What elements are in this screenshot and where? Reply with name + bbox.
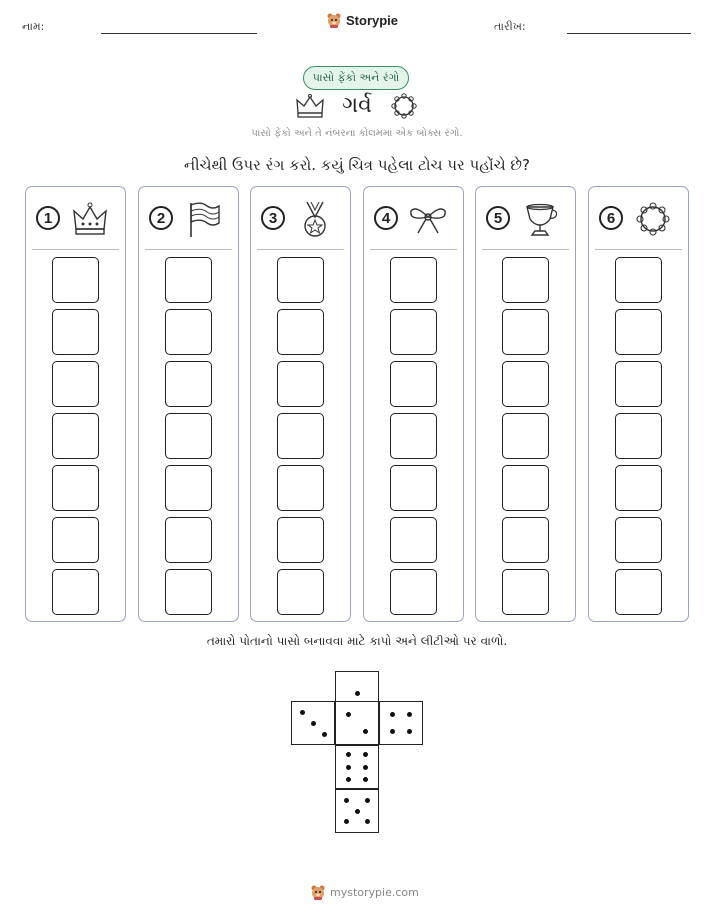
color-box[interactable] (615, 361, 662, 407)
crown-icon (70, 199, 110, 239)
footer (310, 884, 419, 900)
color-box[interactable] (165, 569, 212, 615)
color-box[interactable] (165, 465, 212, 511)
color-box[interactable] (165, 309, 212, 355)
color-box[interactable] (52, 257, 99, 303)
name-label: નામ: (22, 20, 45, 33)
color-box[interactable] (615, 309, 662, 355)
footer-url[interactable]: mystorypie.com (330, 885, 419, 899)
pip-dot (390, 729, 395, 734)
color-box[interactable] (165, 413, 212, 459)
die-face-6 (335, 745, 379, 789)
die-face-4 (379, 701, 423, 745)
pip-dot (346, 752, 351, 757)
color-box[interactable] (502, 257, 549, 303)
color-box[interactable] (277, 465, 324, 511)
color-box[interactable] (277, 517, 324, 563)
pip-dot (346, 712, 351, 717)
pip-dot (363, 729, 368, 734)
color-box[interactable] (615, 517, 662, 563)
color-box[interactable] (52, 309, 99, 355)
column-divider (145, 249, 232, 250)
column-number-badge: 4 (374, 206, 398, 230)
color-box[interactable] (390, 465, 437, 511)
column-divider (32, 249, 119, 250)
color-box[interactable] (165, 361, 212, 407)
color-box[interactable] (277, 569, 324, 615)
color-box[interactable] (277, 361, 324, 407)
color-box[interactable] (52, 465, 99, 511)
color-box[interactable] (615, 413, 662, 459)
bow-icon (408, 199, 448, 239)
medal-icon (295, 199, 335, 239)
pip-dot (365, 798, 370, 803)
page-title: ગર્વ (342, 93, 372, 118)
trophy-cup-icon (520, 199, 560, 239)
flag-icon (183, 199, 223, 239)
color-box[interactable] (615, 257, 662, 303)
column-2 (138, 186, 239, 622)
laurel-wreath-icon (390, 92, 418, 120)
color-box[interactable] (52, 361, 99, 407)
color-box[interactable] (390, 413, 437, 459)
pip-dot (363, 777, 368, 782)
pip-dot (365, 819, 370, 824)
pip-dot (355, 809, 360, 814)
bear-mascot-icon (326, 12, 342, 28)
color-box[interactable] (502, 465, 549, 511)
laurel-wreath-icon (633, 199, 673, 239)
color-box[interactable] (52, 413, 99, 459)
die-instruction: તમારો પોતાનો પાસો બનાવવા માટે કાપો અને લીટીઓ પર વાળો. (206, 634, 508, 648)
die-face-2 (335, 701, 379, 745)
column-divider (370, 249, 457, 250)
color-box[interactable] (52, 517, 99, 563)
pip-dot (322, 732, 327, 737)
pip-dot (407, 729, 412, 734)
pip-dot (344, 819, 349, 824)
color-box[interactable] (390, 517, 437, 563)
column-divider (257, 249, 344, 250)
pip-dot (311, 721, 316, 726)
die-face-5 (335, 789, 379, 833)
column-number-badge: 2 (149, 206, 173, 230)
column-6 (588, 186, 689, 622)
color-box[interactable] (615, 569, 662, 615)
color-box[interactable] (277, 413, 324, 459)
color-box[interactable] (165, 257, 212, 303)
color-box[interactable] (502, 517, 549, 563)
subtitle: પાસો ફેંકો અને તે નંબરના કોલમમાં એક બોક્સ રંગો. (251, 128, 463, 139)
column-number-badge: 3 (261, 206, 285, 230)
column-4 (363, 186, 464, 622)
question: નીચેથી ઉપર રંગ કરો. કયું ચિત્ર પહેલા ટોચ પર પહોંચે છે? (184, 156, 530, 174)
color-box[interactable] (390, 257, 437, 303)
die-face-3 (291, 701, 335, 745)
pip-dot (346, 765, 351, 770)
logo-text: Storypie (346, 12, 399, 28)
color-box[interactable] (502, 413, 549, 459)
color-box[interactable] (390, 361, 437, 407)
color-box[interactable] (502, 569, 549, 615)
pip-dot (363, 752, 368, 757)
column-divider (595, 249, 682, 250)
column-number-badge: 6 (599, 206, 623, 230)
column-1 (25, 186, 126, 622)
column-divider (482, 249, 569, 250)
pip-dot (344, 798, 349, 803)
pip-dot (355, 691, 360, 696)
column-3 (250, 186, 351, 622)
date-label: તારીખ: (494, 20, 526, 33)
color-box[interactable] (277, 257, 324, 303)
color-box[interactable] (502, 309, 549, 355)
pip-dot (390, 712, 395, 717)
column-number-badge: 1 (36, 206, 60, 230)
color-box[interactable] (390, 569, 437, 615)
bear-mascot-icon (310, 884, 326, 900)
color-box[interactable] (277, 309, 324, 355)
date-field-line[interactable] (567, 33, 691, 34)
storypie-logo (326, 12, 398, 28)
color-box[interactable] (502, 361, 549, 407)
activity-pill: પાસો ફેંકો અને રંગો (303, 66, 409, 90)
color-box[interactable] (615, 465, 662, 511)
pip-dot (363, 765, 368, 770)
color-box[interactable] (165, 517, 212, 563)
column-number-badge: 5 (486, 206, 510, 230)
name-field-line[interactable] (101, 33, 257, 34)
pip-dot (300, 710, 305, 715)
color-box[interactable] (390, 309, 437, 355)
pip-dot (346, 777, 351, 782)
color-box[interactable] (52, 569, 99, 615)
pip-dot (407, 712, 412, 717)
column-5 (475, 186, 576, 622)
